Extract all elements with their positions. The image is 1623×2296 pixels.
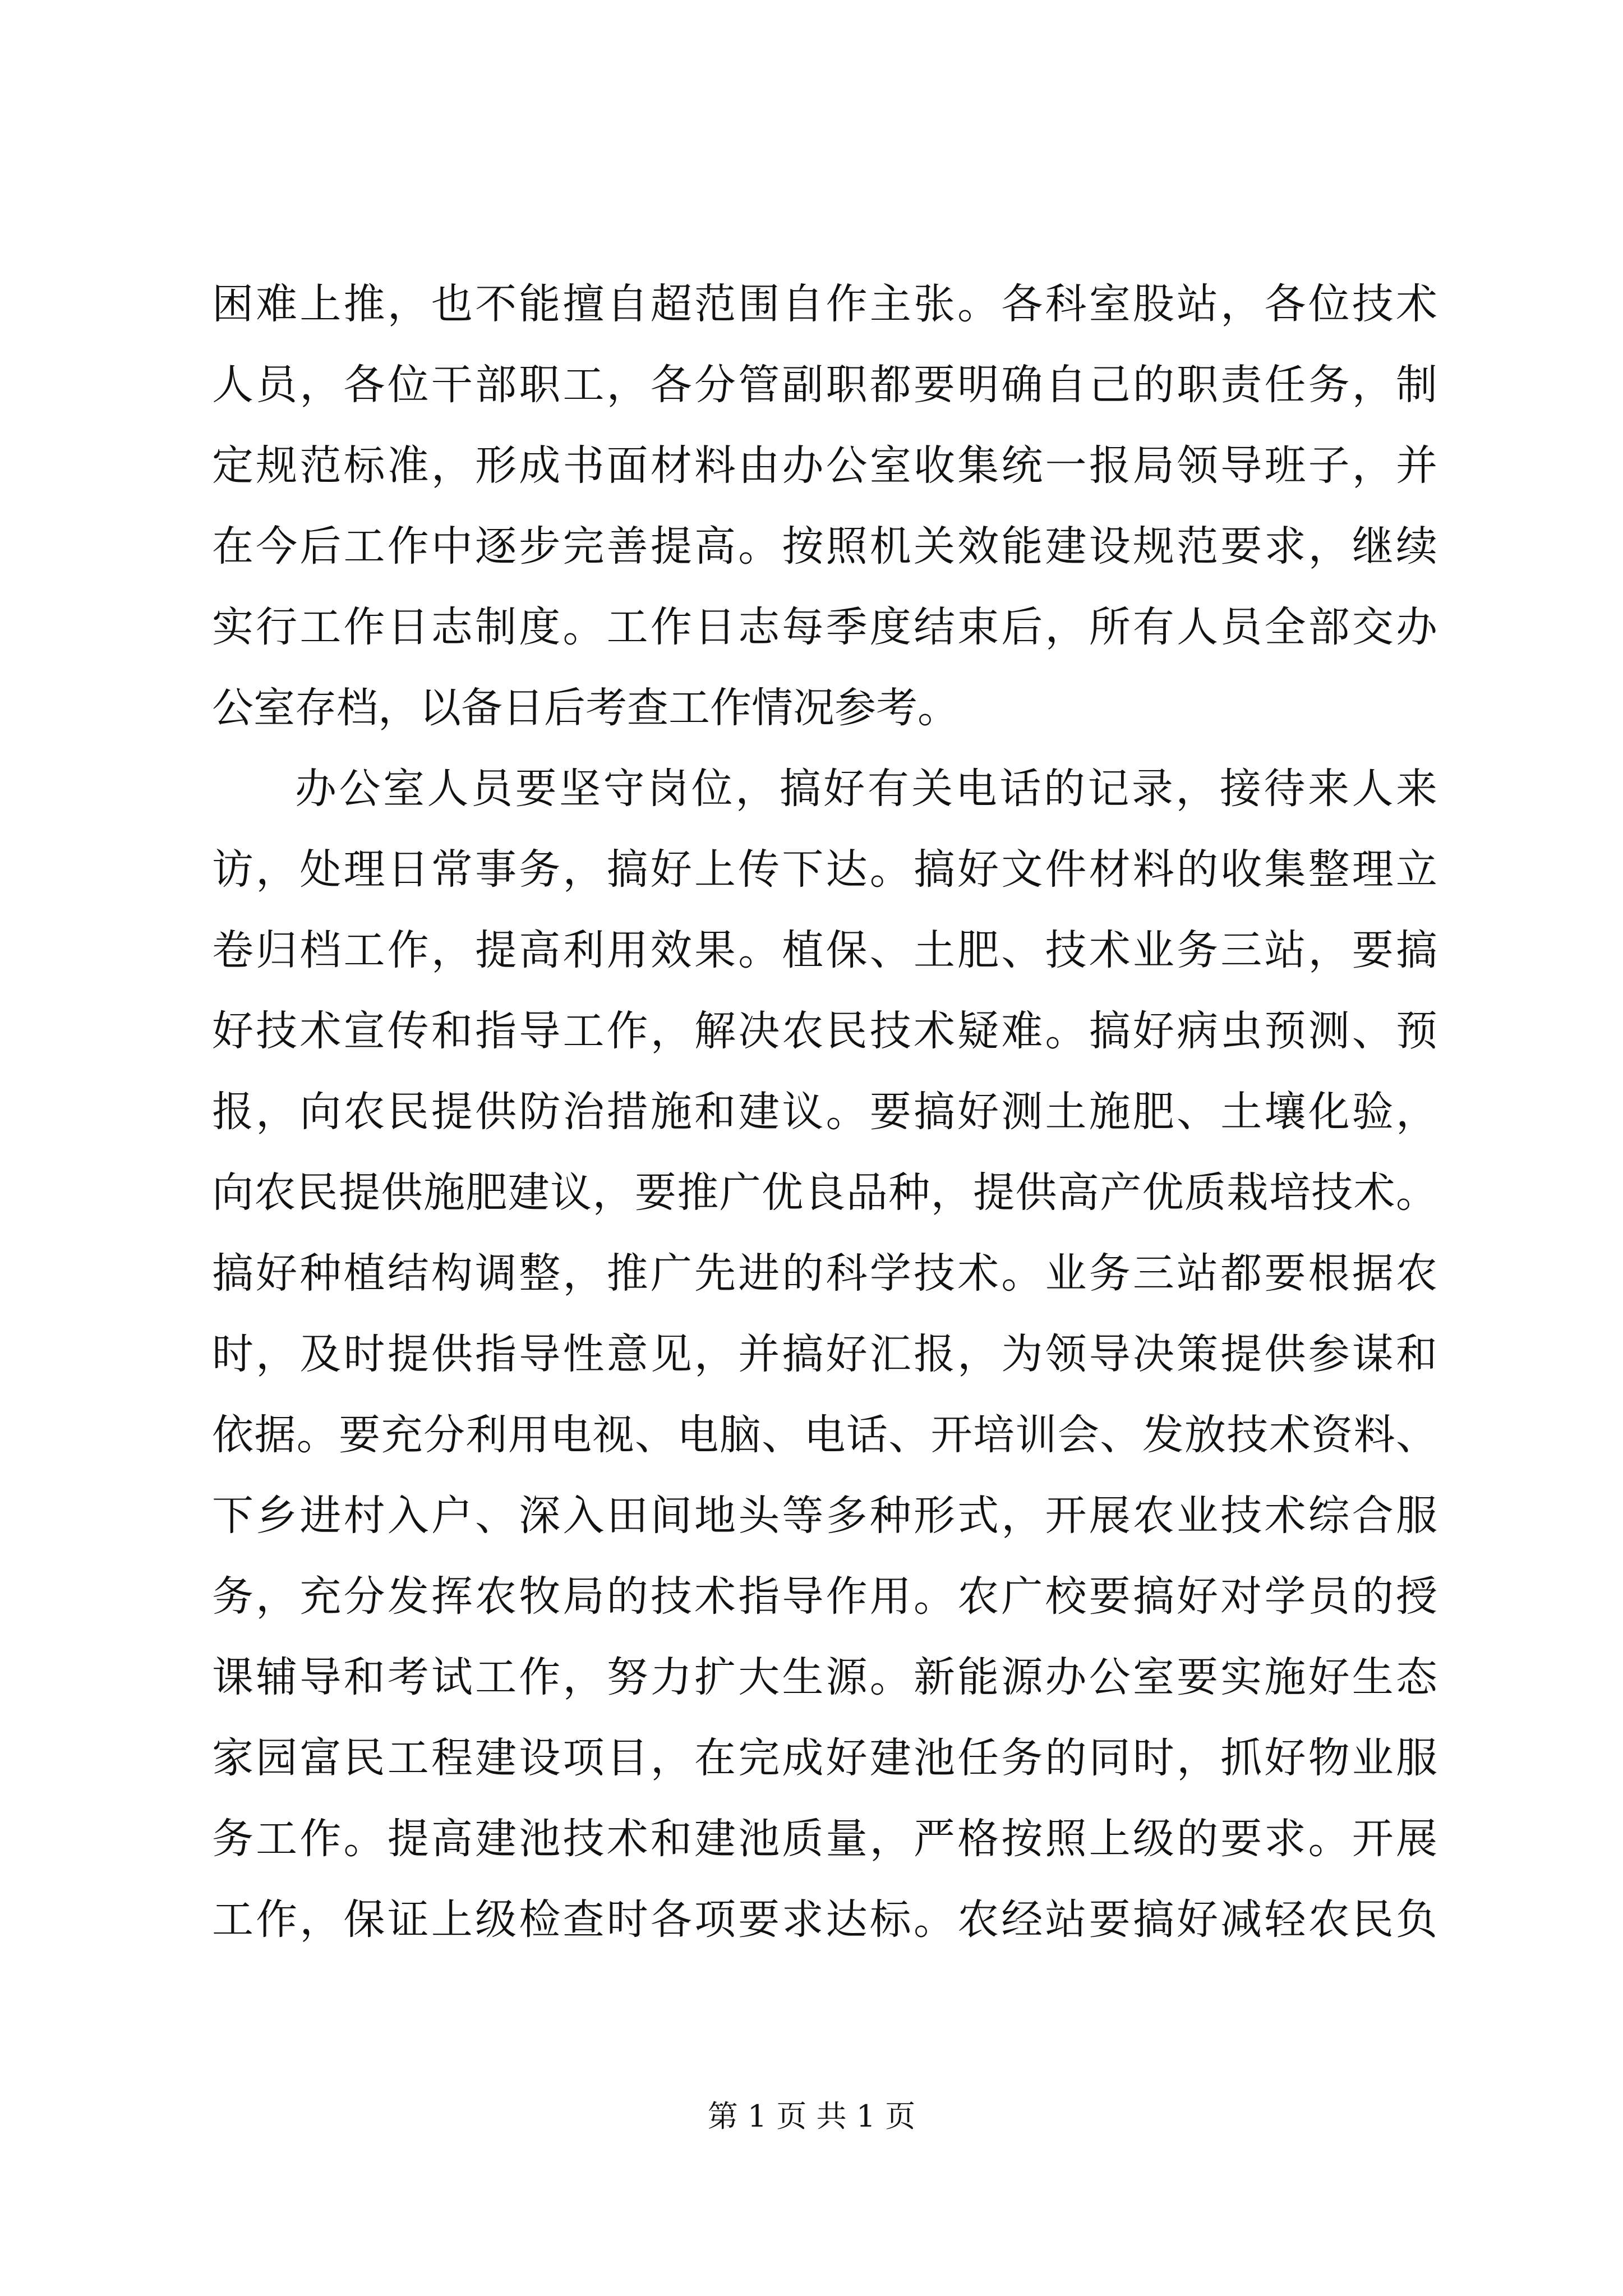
page-number-footer: 第 1 页 共 1 页: [707, 2099, 916, 2134]
paragraph-1-line: 人员，各位干部职工，各分管副职都要明确自己的职责任务，制: [212, 361, 1437, 409]
paragraph-1-line: 公室存档，以备日后考查工作情况参考。: [212, 684, 959, 732]
paragraph-1-line: 实行工作日志制度。工作日志每季度结束后，所有人员全部交办: [212, 603, 1437, 651]
paragraph-2-line: 报，向农民提供防治措施和建议。要搞好测土施肥、土壤化验，: [212, 1088, 1437, 1136]
paragraph-1-line: 困难上推，也不能擅自超范围自作主张。各科室股站，各位技术: [212, 280, 1437, 328]
paragraph-2-line: 务工作。提高建池技术和建池质量，严格按照上级的要求。开展: [212, 1815, 1437, 1863]
paragraph-2-line: 依据。要充分利用电视、电脑、电话、开培训会、发放技术资料、: [212, 1411, 1437, 1459]
paragraph-1-line: 定规范标准，形成书面材料由办公室收集统一报局领导班子，并: [212, 441, 1437, 490]
paragraph-2-line: 好技术宣传和指导工作，解决农民技术疑难。搞好病虫预测、预: [212, 1007, 1437, 1055]
paragraph-2-line: 下乡进村入户、深入田间地头等多种形式，开展农业技术综合服: [212, 1492, 1437, 1540]
paragraph-2-line: 时，及时提供指导性意见，并搞好汇报，为领导决策提供参谋和: [212, 1330, 1437, 1378]
paragraph-2-line: 工作，保证上级检查时各项要求达标。农经站要搞好减轻农民负: [212, 1895, 1437, 1944]
paragraph-2-line: 向农民提供施肥建议，要推广优良品种，提供高产优质栽培技术。: [212, 1168, 1437, 1217]
paragraph-2-line: 卷归档工作，提高利用效果。植保、土肥、技术业务三站，要搞: [212, 926, 1437, 974]
paragraph-2-line: 务，充分发挥农牧局的技术指导作用。农广校要搞好对学员的授: [212, 1572, 1437, 1621]
paragraph-2-line: 家园富民工程建设项目，在完成好建池任务的同时，抓好物业服: [212, 1734, 1437, 1782]
paragraph-1-line: 在今后工作中逐步完善提高。按照机关效能建设规范要求，继续: [212, 522, 1437, 570]
document-body: [212, 264, 1437, 1960]
paragraph-2-first-line: 办公室人员要坚守岗位，搞好有关电话的记录，接待来人来: [295, 765, 1437, 813]
paragraph-2-line: 访，处理日常事务，搞好上传下达。搞好文件材料的收集整理立: [212, 845, 1437, 894]
paragraph-2-line: 搞好种植结构调整，推广先进的科学技术。业务三站都要根据农: [212, 1249, 1437, 1297]
paragraph-2-line: 课辅导和考试工作，努力扩大生源。新能源办公室要实施好生态: [212, 1653, 1437, 1701]
